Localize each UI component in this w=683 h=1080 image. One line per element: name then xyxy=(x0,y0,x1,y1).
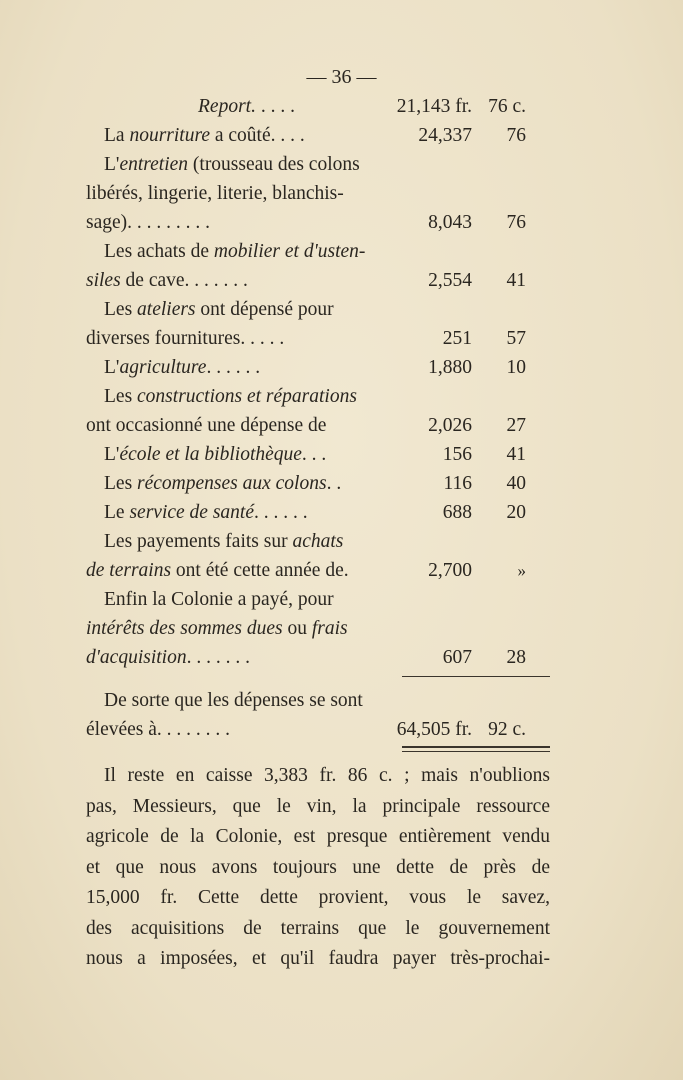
expense-row xyxy=(86,179,556,208)
amount-centimes: 40 xyxy=(506,473,526,494)
expense-label-pre: libérés, lingerie, literie, blanchis- xyxy=(86,183,344,204)
expense-row xyxy=(86,121,556,150)
expense-label xyxy=(104,295,334,324)
paragraph-line: et que nous avons toujours une dette de près de xyxy=(86,856,550,878)
expense-label xyxy=(104,585,334,614)
expense-row xyxy=(86,585,556,614)
expense-label-post: de cave xyxy=(120,270,185,291)
expense-label xyxy=(104,527,343,556)
expense-label-em: nourriture xyxy=(129,125,210,146)
expense-label-pre: diverses fournitures xyxy=(86,328,241,349)
amount-centimes: 20 xyxy=(506,502,526,523)
expense-label-em: constructions et réparations xyxy=(137,386,357,407)
expense-label-dots: . . . . . . xyxy=(254,502,308,523)
total-label xyxy=(104,686,363,715)
expense-label-em: service de santé xyxy=(129,502,254,523)
expense-label xyxy=(104,498,308,527)
expense-label xyxy=(198,92,295,121)
total-label xyxy=(86,715,230,744)
expense-row xyxy=(86,440,556,469)
expense-label-pre: Les payements faits sur xyxy=(104,531,293,552)
expense-label-dots: . . . . . . . . . xyxy=(127,212,211,233)
expense-label xyxy=(86,208,210,237)
expense-label-em: intérêts des sommes dues xyxy=(86,618,283,639)
amount-centimes: 41 xyxy=(506,270,526,291)
expense-row xyxy=(86,92,556,121)
expense-label-pre: sage) xyxy=(86,212,128,233)
paragraph-line: agricole de la Colonie, est presque entièrement vendu xyxy=(86,826,550,847)
expense-label-dots: . . . . xyxy=(270,125,305,146)
expense-label xyxy=(104,237,365,266)
expense-label-dots: . . . . . . xyxy=(206,357,261,378)
expense-label-pre: Les achats de xyxy=(104,241,214,262)
amount-francs: 24,337 xyxy=(418,125,472,146)
expense-row xyxy=(86,498,556,527)
expense-row xyxy=(86,150,556,179)
amount-centimes: 76 xyxy=(506,125,526,146)
expense-account-table xyxy=(86,92,556,756)
expense-label-pre: La xyxy=(104,125,130,146)
amount-francs: 1,880 xyxy=(428,357,472,378)
expense-label-em: achats xyxy=(292,531,344,552)
expense-label-dots: . . . . xyxy=(255,96,295,117)
expense-label-em: école et la bibliothèque xyxy=(119,444,302,465)
amount-francs: 2,700 xyxy=(428,560,472,581)
expense-label-em: d'acquisition xyxy=(86,647,187,668)
expense-label-em2: frais xyxy=(311,618,348,639)
page-number: — 36 — xyxy=(306,66,377,88)
expense-row xyxy=(86,411,556,440)
expense-label-pre: Les xyxy=(104,386,138,407)
amount-francs: 21,143 fr. xyxy=(396,96,472,117)
amount-francs: 607 xyxy=(442,647,472,668)
expense-label-pre: ont occasionné une dépense de xyxy=(86,415,327,436)
total-row xyxy=(86,686,556,715)
expense-row xyxy=(86,324,556,353)
paragraph-line: pas, Messieurs, que le vin, la principale ressource xyxy=(86,795,550,817)
expense-label-pre: Les xyxy=(104,299,138,320)
expense-label xyxy=(86,411,326,440)
expense-label-em: de terrains xyxy=(86,560,172,581)
paragraph-line: Il reste en caisse 3,383 fr. 86 c. ; mais n'oublions xyxy=(104,765,550,786)
expense-label xyxy=(104,353,260,382)
expense-label-post: a coûté xyxy=(210,125,271,146)
expense-row xyxy=(86,237,556,266)
expense-row xyxy=(86,643,556,672)
amount-centimes: 76 xyxy=(506,212,526,233)
total-row xyxy=(86,715,556,744)
subtotal-rule xyxy=(402,676,550,677)
total-label-dots: . . . . . . . . xyxy=(156,719,231,740)
amount-francs: 156 xyxy=(442,444,472,465)
expense-row xyxy=(86,353,556,382)
expense-label xyxy=(104,469,341,498)
expense-label xyxy=(86,266,248,295)
expense-label-dots: . . . . . xyxy=(240,328,285,349)
expense-label xyxy=(86,179,344,208)
total-amount-francs: 64,505 fr. xyxy=(396,719,472,740)
expense-label-pre: Les xyxy=(104,473,138,494)
amount-francs: 688 xyxy=(442,502,472,523)
amount-centimes: 28 xyxy=(506,647,526,668)
expense-row xyxy=(86,382,556,411)
amount-centimes: » xyxy=(517,561,526,580)
amount-centimes: 27 xyxy=(506,415,526,436)
expense-label-em: entretien xyxy=(119,154,189,175)
expense-label-pre: L' xyxy=(104,357,120,378)
expense-row xyxy=(86,266,556,295)
expense-label-dots: . . . . . . . xyxy=(186,647,250,668)
amount-francs: 8,043 xyxy=(428,212,472,233)
expense-label-em: Report. xyxy=(198,96,256,117)
total-amount-centimes: 92 c. xyxy=(488,719,526,740)
expense-label xyxy=(86,556,349,585)
expense-label-em: siles xyxy=(86,270,121,291)
expense-label-pre: Enfin la Colonie a payé, pour xyxy=(104,589,334,610)
expense-label xyxy=(86,614,348,643)
amount-centimes: 41 xyxy=(506,444,526,465)
total-label-pre: élevées à xyxy=(86,719,157,740)
closing-paragraph xyxy=(86,761,550,975)
expense-label xyxy=(86,324,284,353)
total-label-pre: De sorte que les dépenses se sont xyxy=(104,690,363,711)
expense-label-dots: . . . xyxy=(301,444,327,465)
expense-label xyxy=(104,382,357,411)
expense-row xyxy=(86,295,556,324)
paragraph-line: nous a imposées, et qu'il faudra payer très-prochai- xyxy=(86,948,550,969)
expense-row xyxy=(86,208,556,237)
amount-centimes: 57 xyxy=(506,328,526,349)
expense-label-post: ont été cette année de. xyxy=(171,560,349,581)
expense-label-em: récompenses aux colons xyxy=(137,473,327,494)
amount-francs: 116 xyxy=(443,473,472,494)
expense-label-post: ou xyxy=(282,618,312,639)
amount-centimes: 76 c. xyxy=(488,96,526,117)
expense-row xyxy=(86,614,556,643)
expense-label-post: (trousseau des colons xyxy=(188,154,360,175)
expense-label-em: mobilier et d'usten- xyxy=(213,241,366,262)
expense-label-em: ateliers xyxy=(137,299,196,320)
expense-label-post: ont dépensé pour xyxy=(195,299,334,320)
expense-label-pre: L' xyxy=(104,154,120,175)
expense-row xyxy=(86,556,556,585)
expense-label-pre: L' xyxy=(104,444,120,465)
amount-francs: 2,554 xyxy=(428,270,472,291)
expense-label-dots: . . . . . . . xyxy=(184,270,248,291)
total-double-rule xyxy=(402,746,550,752)
expense-label xyxy=(104,150,360,179)
amount-francs: 251 xyxy=(442,328,472,349)
expense-row xyxy=(86,469,556,498)
expense-row xyxy=(86,527,556,556)
expense-label xyxy=(104,440,326,469)
expense-label-pre: Le xyxy=(104,502,130,523)
expense-label-em: agriculture xyxy=(119,357,207,378)
expense-label xyxy=(86,643,250,672)
paragraph-line: des acquisitions de terrains que le gouvernement xyxy=(86,917,550,939)
expense-label xyxy=(104,121,305,150)
amount-francs: 2,026 xyxy=(428,415,472,436)
expense-label-dots: . . xyxy=(326,473,342,494)
paragraph-line: 15,000 fr. Cette dette provient, vous le savez, xyxy=(86,887,550,908)
amount-centimes: 10 xyxy=(506,357,526,378)
